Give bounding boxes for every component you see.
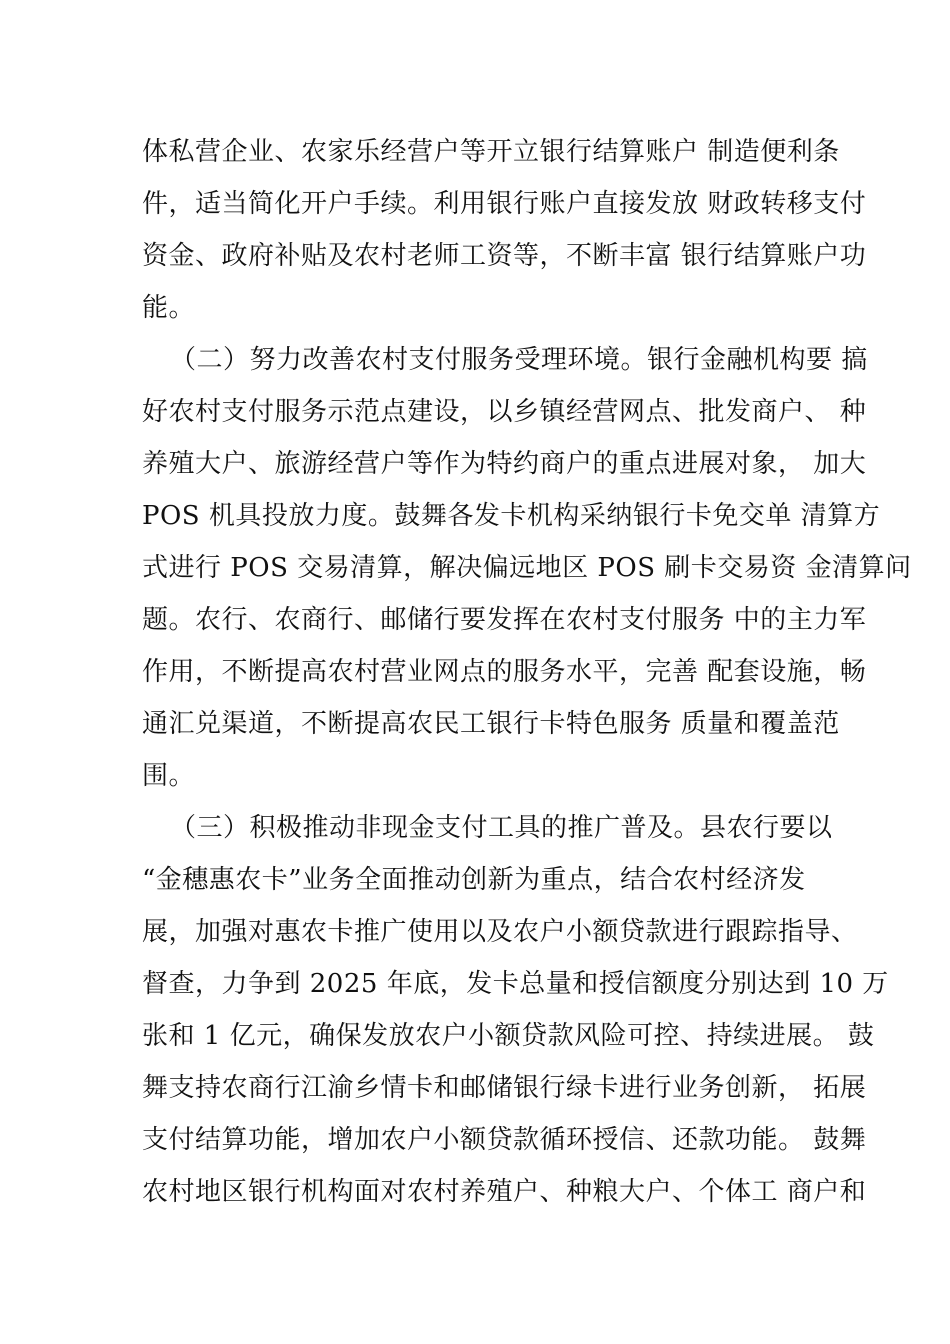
body-text-line: 督查，力争到 2025 年底，发卡总量和授信额度分别达到 10 万 — [142, 969, 889, 999]
body-text-line: 舞支持农商行江渝乡情卡和邮储银行绿卡进行业务创新， 拓展 — [142, 1073, 867, 1103]
body-text-line: “金穗惠农卡”业务全面推动创新为重点，结合农村经济发 — [142, 865, 806, 895]
body-text-line: 题。农行、农商行、邮储行要发挥在农村支付服务 中的主力军 — [142, 605, 867, 635]
body-text-line: 展，加强对惠农卡推广使用以及农户小额贷款进行跟踪指导、 — [142, 917, 858, 947]
body-text-line: 体私营企业、农家乐经营户等开立银行结算账户 制造便利条 — [142, 137, 840, 167]
body-text-line: 张和 1 亿元，确保发放农户小额贷款风险可控、持续进展。 鼓 — [142, 1021, 875, 1051]
body-text-line: 资金、政府补贴及农村老师工资等，不断丰富 银行结算账户功 — [142, 241, 867, 271]
body-text-line: 农村地区银行机构面对农村养殖户、种粮大户、个体工 商户和 — [142, 1177, 867, 1207]
body-text-line: POS 机具投放力度。鼓舞各发卡机构采纳银行卡免交单 清算方 — [142, 501, 881, 531]
body-text-line: 围。 — [142, 761, 196, 791]
body-text-line: 件，适当简化开户手续。利用银行账户直接发放 财政转移支付 — [142, 189, 867, 219]
body-text-line: 能。 — [142, 293, 196, 323]
section-heading-line: （三）积极推动非现金支付工具的推广普及。县农行要以 — [170, 813, 833, 843]
body-text-line: 养殖大户、旅游经营户等作为特约商户的重点进展对象， 加大 — [142, 449, 867, 479]
section-heading-line: （二）努力改善农村支付服务受理环境。银行金融机构要 搞 — [170, 345, 868, 375]
body-text-line: 好农村支付服务示范点建设，以乡镇经营网点、批发商户、 种 — [142, 397, 867, 427]
body-text-line: 支付结算功能，增加农户小额贷款循环授信、还款功能。 鼓舞 — [142, 1125, 867, 1155]
body-text-line: 通汇兑渠道，不断提高农民工银行卡特色服务 质量和覆盖范 — [142, 709, 840, 739]
body-text-line: 式进行 POS 交易清算，解决偏远地区 POS 刷卡交易资 金清算问 — [142, 553, 912, 583]
body-text-line: 作用，不断提高农村营业网点的服务水平，完善 配套设施，畅 — [142, 657, 867, 687]
